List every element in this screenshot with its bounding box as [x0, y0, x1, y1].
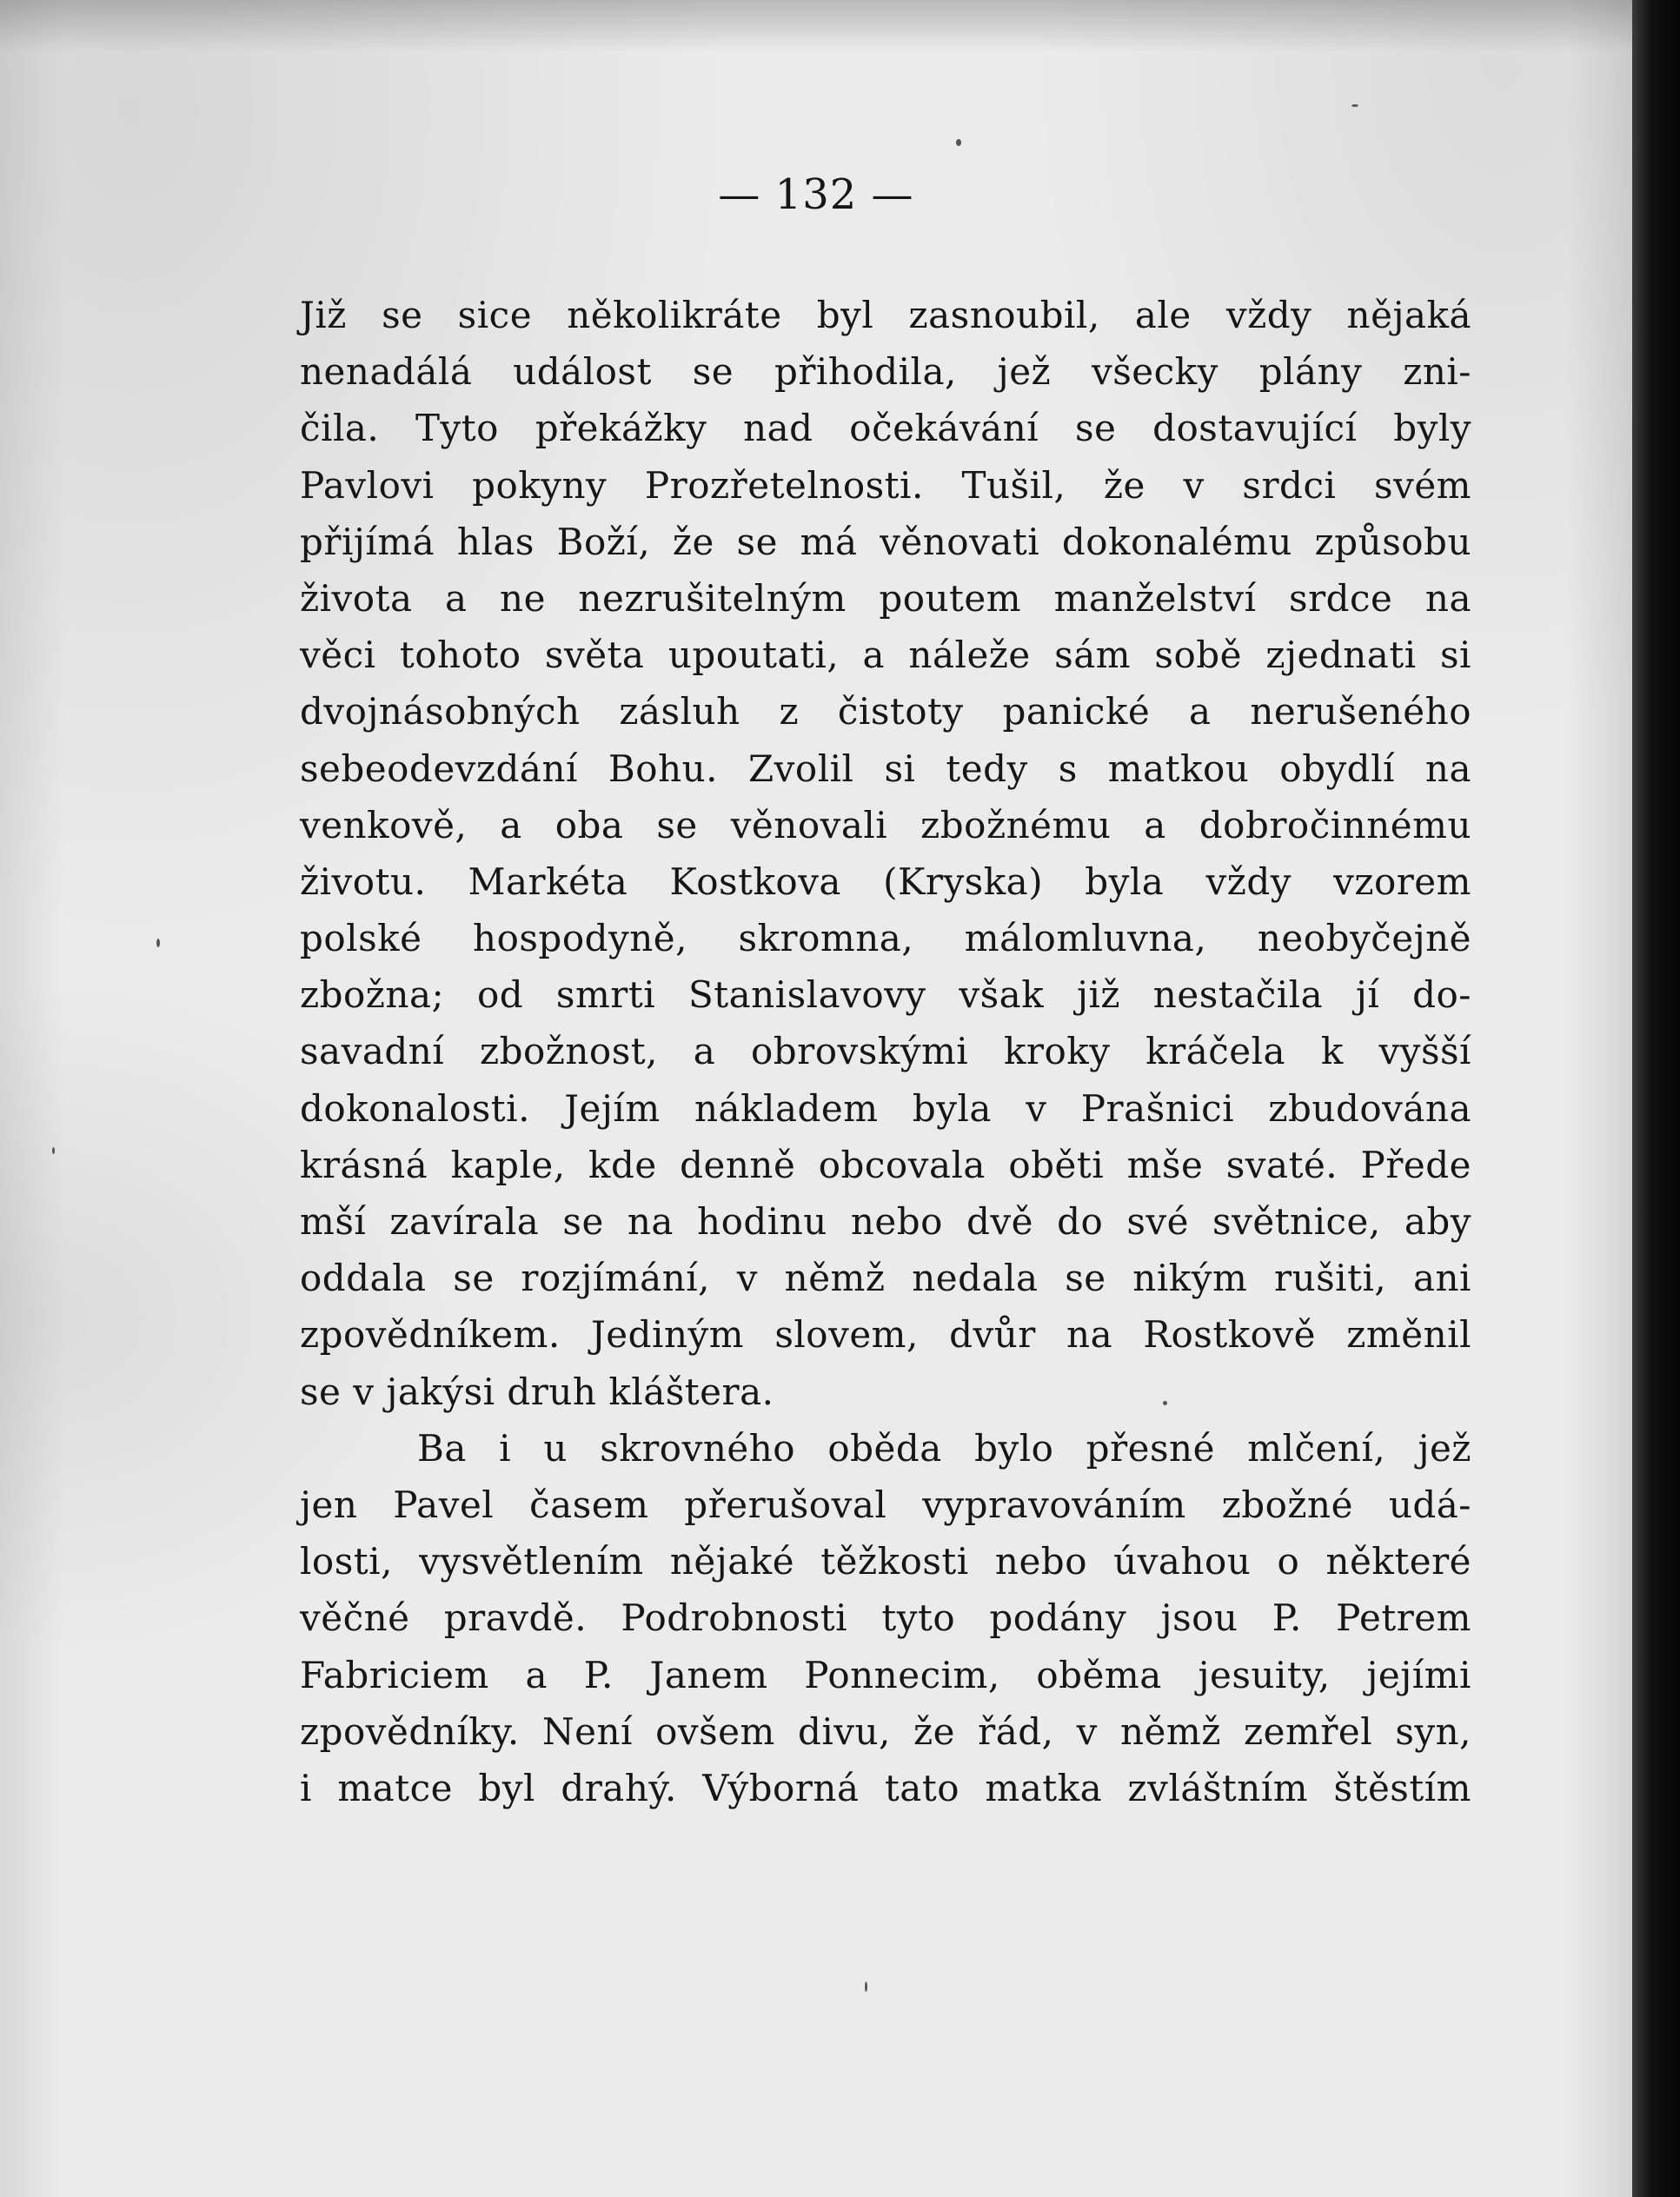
- text-line: věčné pravdě. Podrobnosti tyto podány jsou P. Petrem: [300, 1596, 1471, 1640]
- text-line: zpovědníkem. Jediným slovem, dvůr na Rostkově změnil: [300, 1313, 1471, 1357]
- text-line: Fabriciem a P. Janem Ponnecim, oběma jesuity, jejími: [300, 1653, 1471, 1696]
- scan-speck: [1351, 104, 1358, 107]
- text-line: dvojnásobných zásluh z čistoty panické a nerušeného: [300, 690, 1471, 733]
- text-line: Již se sice několikráte byl zasnoubil, ale vždy nějaká: [300, 294, 1471, 336]
- text-line: životu. Markéta Kostkova (Kryska) byla vždy vzorem: [300, 860, 1471, 903]
- scan-speck: [156, 939, 160, 947]
- text-line: zbožna; od smrti Stanislavovy však již nestačila jí do-: [300, 973, 1471, 1017]
- scan-right-border: [1632, 0, 1680, 2197]
- text-line: nenadálá událost se přihodila, jež všecky plány zni-: [300, 350, 1471, 394]
- text-line: zpovědníky. Není ovšem divu, že řád, v němž zemřel syn,: [300, 1709, 1471, 1753]
- text-line: dokonalosti. Jejím nákladem byla v Prašnici zbudována: [300, 1086, 1471, 1130]
- text-line: věci tohoto světa upoutati, a náleže sám sobě zjednati si: [300, 634, 1471, 677]
- text-line: se v jakýsi druh kláštera.: [300, 1370, 774, 1413]
- scan-speck: [1163, 1401, 1167, 1405]
- scan-speck: [956, 139, 961, 146]
- scan-speck: [865, 1981, 867, 1992]
- text-line: krásná kaple, kde denně obcovala oběti mše svaté. Přede: [300, 1143, 1471, 1186]
- text-line: losti, vysvětlením nějaké těžkosti nebo úvahou o některé: [300, 1540, 1471, 1583]
- text-line: jen Pavel časem přerušoval vypravováním zbožné udá-: [300, 1483, 1471, 1526]
- text-line: čila. Tyto překážky nad očekávání se dostavující byly: [300, 407, 1471, 450]
- text-line: i matce byl drahý. Výborná tato matka zvláštním štěstím: [300, 1766, 1471, 1809]
- text-line: života a ne nezrušitelným poutem manželství srdce na: [300, 576, 1471, 620]
- text-line: venkově, a oba se věnovali zbožnému a dobročinnému: [300, 803, 1471, 846]
- text-line: savadní zbožnost, a obrovskými kroky kráčela k vyšší: [300, 1030, 1471, 1073]
- text-line: sebeodevzdání Bohu. Zvolil si tedy s matkou obydlí na: [300, 747, 1471, 790]
- text-line: přijímá hlas Boží, že se má věnovati dokonalému způsobu: [300, 520, 1471, 563]
- text-line: oddala se rozjímání, v němž nedala se nikým rušiti, ani: [300, 1257, 1471, 1300]
- page-number: — 132 —: [718, 170, 914, 219]
- body-text: [300, 287, 1471, 1816]
- text-line: Pavlovi pokyny Prozřetelnosti. Tušil, že v srdci svém: [300, 463, 1471, 507]
- scan-speck: [52, 1147, 55, 1154]
- text-line: Ba i u skrovného oběda bylo přesné mlčení, jež: [417, 1426, 1471, 1470]
- text-line: polské hospodyně, skromna, málomluvna, neobyčejně: [300, 917, 1471, 960]
- text-line: mší zavírala se na hodinu nebo dvě do své světnice, aby: [300, 1200, 1471, 1243]
- top-shadow: [0, 0, 1632, 52]
